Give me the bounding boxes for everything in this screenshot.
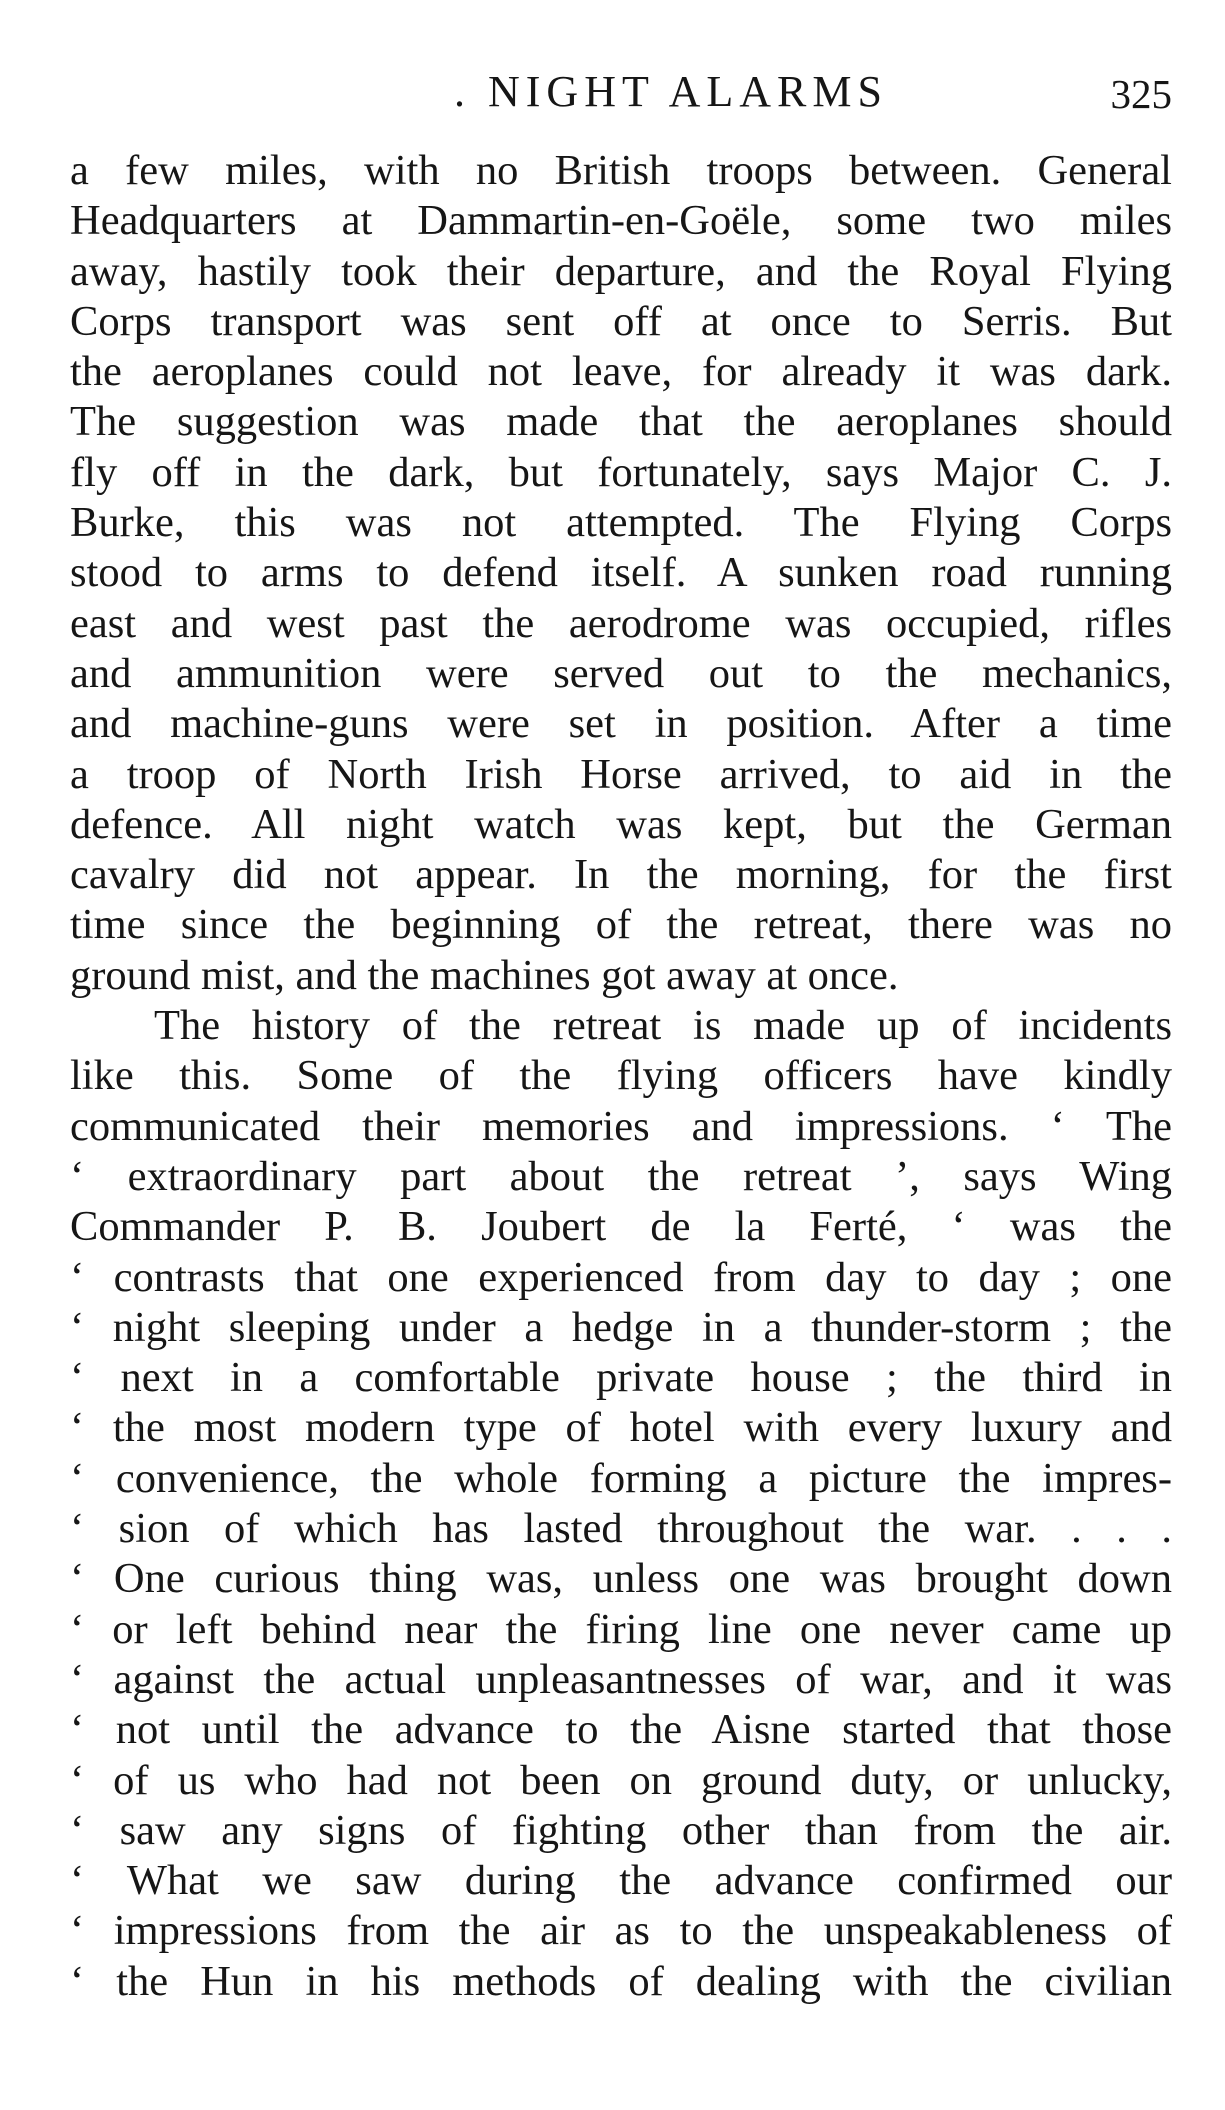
text-line: ‘ One curious thing was, unless one was brought down <box>70 1555 1172 1603</box>
text-line: stood to arms to defend itself. A sunken road running <box>70 549 1172 597</box>
text-line: ‘ sion of which has lasted throughout the war. . . . <box>70 1505 1172 1553</box>
text-line: and ammunition were served out to the mechanics, <box>70 649 1172 697</box>
text-line: Corps transport was sent off at once to Serris. But <box>70 297 1172 345</box>
text-line: a few miles, with no British troops between. General <box>70 147 1172 194</box>
text-line: ‘ extraordinary part about the retreat ’, says Wing <box>70 1152 1172 1200</box>
body-text <box>70 146 1172 2007</box>
text-line: east and west past the aerodrome was occupied, rifles <box>70 599 1172 647</box>
text-line: Headquarters at Dammartin-en-Goële, some two miles <box>70 197 1172 245</box>
text-line: The suggestion was made that the aeroplanes should <box>70 398 1172 446</box>
text-line: ‘ against the actual unpleasantnesses of war, and it was <box>70 1655 1172 1703</box>
paragraph-end-line: ground mist, and the machines got away at once. <box>70 951 899 999</box>
text-line: Commander P. B. Joubert de la Ferté, ‘ was the <box>70 1203 1172 1251</box>
text-line: time since the beginning of the retreat, there was no <box>70 901 1172 949</box>
text-line: communicated their memories and impressions. ‘ The <box>70 1102 1172 1150</box>
text-line: ‘ contrasts that one experienced from day to day ; one <box>70 1253 1172 1301</box>
text-line: ‘ convenience, the whole forming a picture the impres- <box>70 1454 1172 1502</box>
text-line: ‘ not until the advance to the Aisne started that those <box>70 1706 1172 1754</box>
text-line: ‘ What we saw during the advance confirmed our <box>70 1857 1172 1905</box>
text-line: ‘ next in a comfortable private house ; the third in <box>70 1354 1172 1402</box>
text-line: ‘ the Hun in his methods of dealing with the civilian <box>70 1957 1172 2005</box>
text-line: ‘ or left behind near the firing line one never came up <box>70 1605 1172 1653</box>
book-page <box>70 0 1172 2110</box>
text-line: and machine-guns were set in position. After a time <box>70 700 1172 748</box>
text-line: ‘ the most modern type of hotel with every luxury and <box>70 1404 1172 1452</box>
text-line: the aeroplanes could not leave, for already it was dark. <box>70 348 1172 396</box>
text-line: Burke, this was not attempted. The Flying Corps <box>70 499 1172 547</box>
text-line: ‘ night sleeping under a hedge in a thunder-storm ; the <box>70 1303 1172 1351</box>
paragraph-start-line: The history of the retreat is made up of incidents <box>154 1002 1172 1050</box>
running-title: . NIGHT ALARMS <box>453 67 888 116</box>
text-line: defence. All night watch was kept, but the German <box>70 800 1172 848</box>
running-head <box>70 62 1172 122</box>
text-line: ‘ impressions from the air as to the unspeakableness of <box>70 1907 1172 1955</box>
text-line: fly off in the dark, but fortunately, says Major C. J. <box>70 448 1172 496</box>
text-line: like this. Some of the flying officers have kindly <box>70 1052 1172 1100</box>
text-line: a troop of North Irish Horse arrived, to aid in the <box>70 750 1172 798</box>
page-number: 325 <box>1110 71 1172 117</box>
text-line: ‘ saw any signs of fighting other than from the air. <box>70 1806 1172 1854</box>
text-line: cavalry did not appear. In the morning, for the first <box>70 851 1172 899</box>
text-line: ‘ of us who had not been on ground duty, or unlucky, <box>70 1756 1172 1804</box>
text-line: away, hastily took their departure, and the Royal Flying <box>70 247 1172 295</box>
